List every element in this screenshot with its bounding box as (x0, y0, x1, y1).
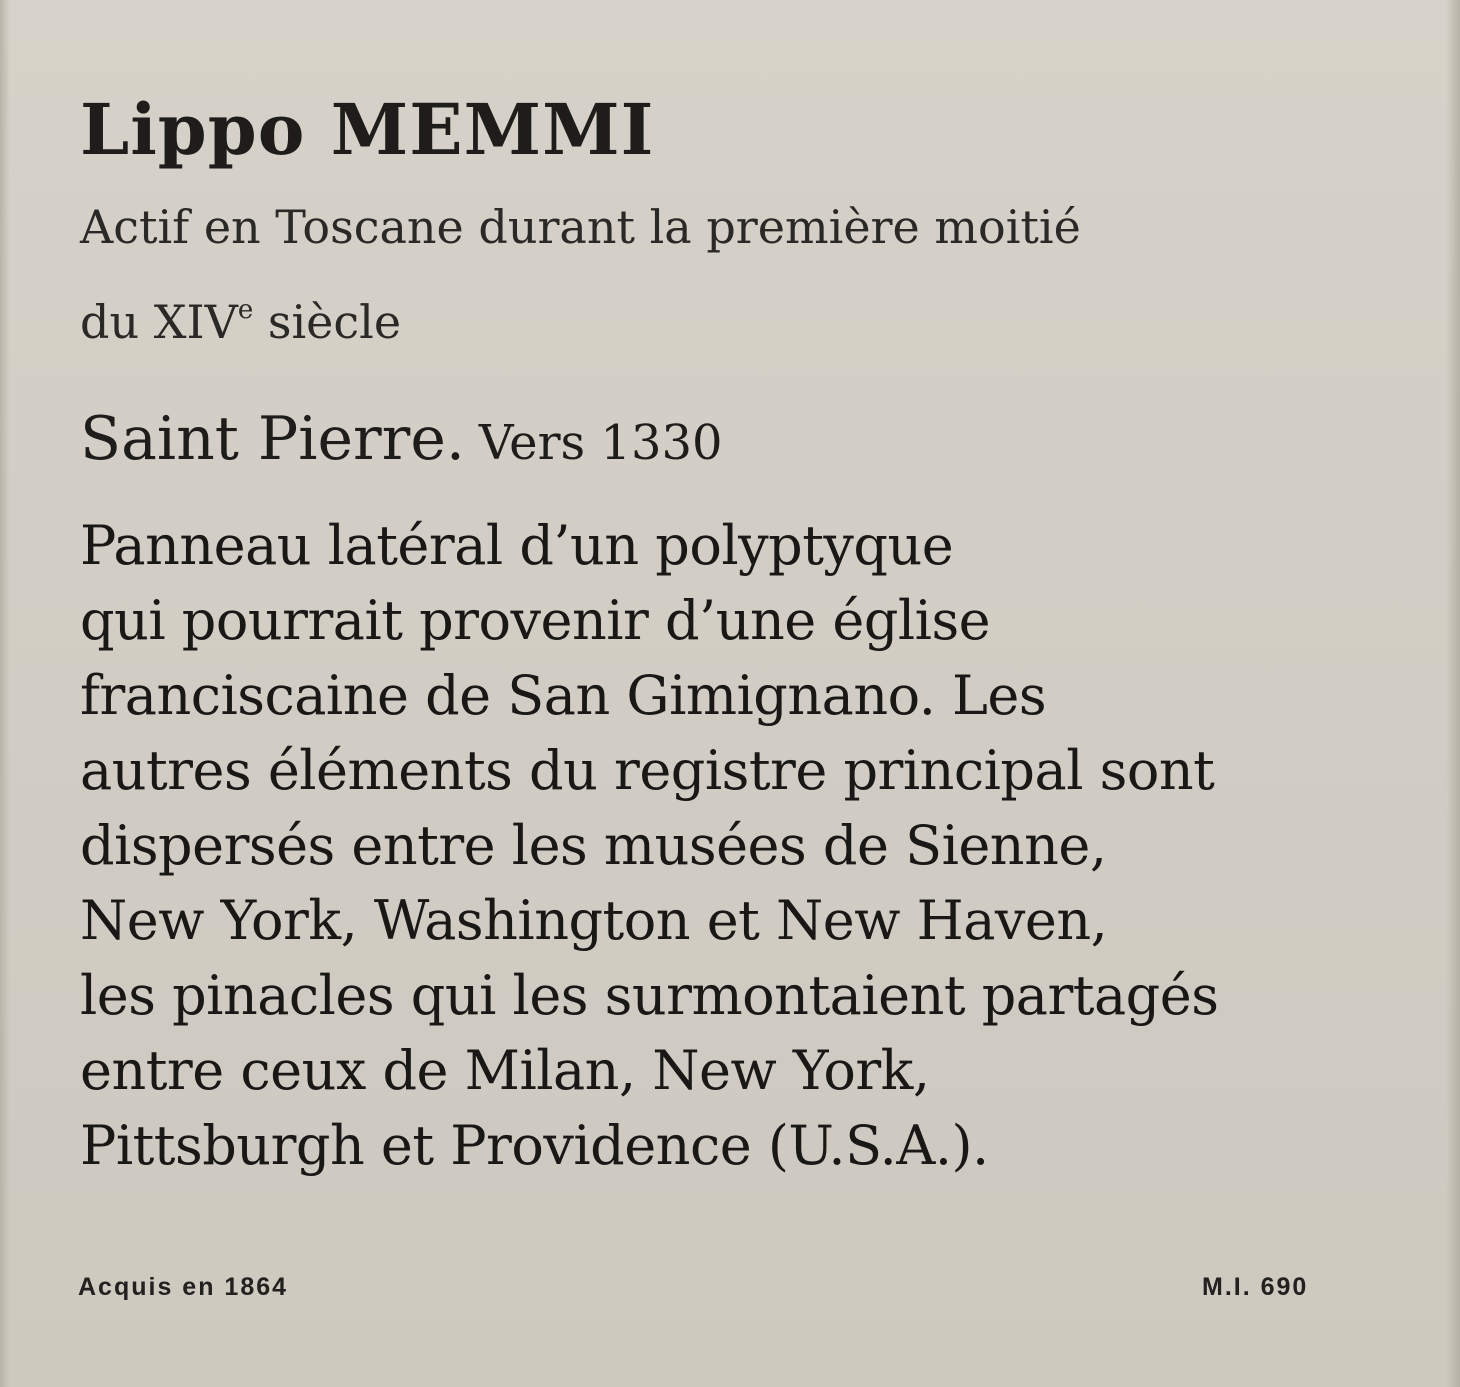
century-prefix: du XIV (80, 295, 238, 349)
artist-bio-line-2 (80, 295, 401, 349)
card-right-edge-shadow (1446, 0, 1460, 1387)
description-line: les pinacles qui les surmontaient partagés (80, 964, 1219, 1027)
description-line: Panneau latéral d’un polyptyque (80, 514, 954, 577)
inventory-number: M.I. 690 (1202, 1273, 1309, 1301)
description-line: autres éléments du registre principal sont (80, 739, 1215, 802)
artwork-title: Saint Pierre. (80, 404, 465, 474)
artwork-description (80, 508, 1218, 1183)
artwork-title-line (80, 404, 723, 474)
description-line: franciscaine de San Gimignano. Les (80, 664, 1047, 727)
artist-bio-line-1: Actif en Toscane durant la première moitié (80, 200, 1081, 254)
card-left-edge-shadow (0, 0, 10, 1387)
description-line: dispersés entre les musées de Sienne, (80, 814, 1107, 877)
description-line: Pittsburgh et Providence (U.S.A.). (80, 1114, 989, 1177)
century-superscript: e (237, 295, 254, 325)
acquisition-note: Acquis en 1864 (78, 1273, 289, 1301)
century-suffix: siècle (253, 295, 402, 349)
description-line: qui pourrait provenir d’une église (80, 589, 991, 652)
artwork-date: Vers 1330 (478, 415, 723, 471)
description-line: entre ceux de Milan, New York, (80, 1039, 930, 1102)
description-line: New York, Washington et New Haven, (80, 889, 1108, 952)
artist-name: Lippo MEMMI (80, 88, 655, 171)
